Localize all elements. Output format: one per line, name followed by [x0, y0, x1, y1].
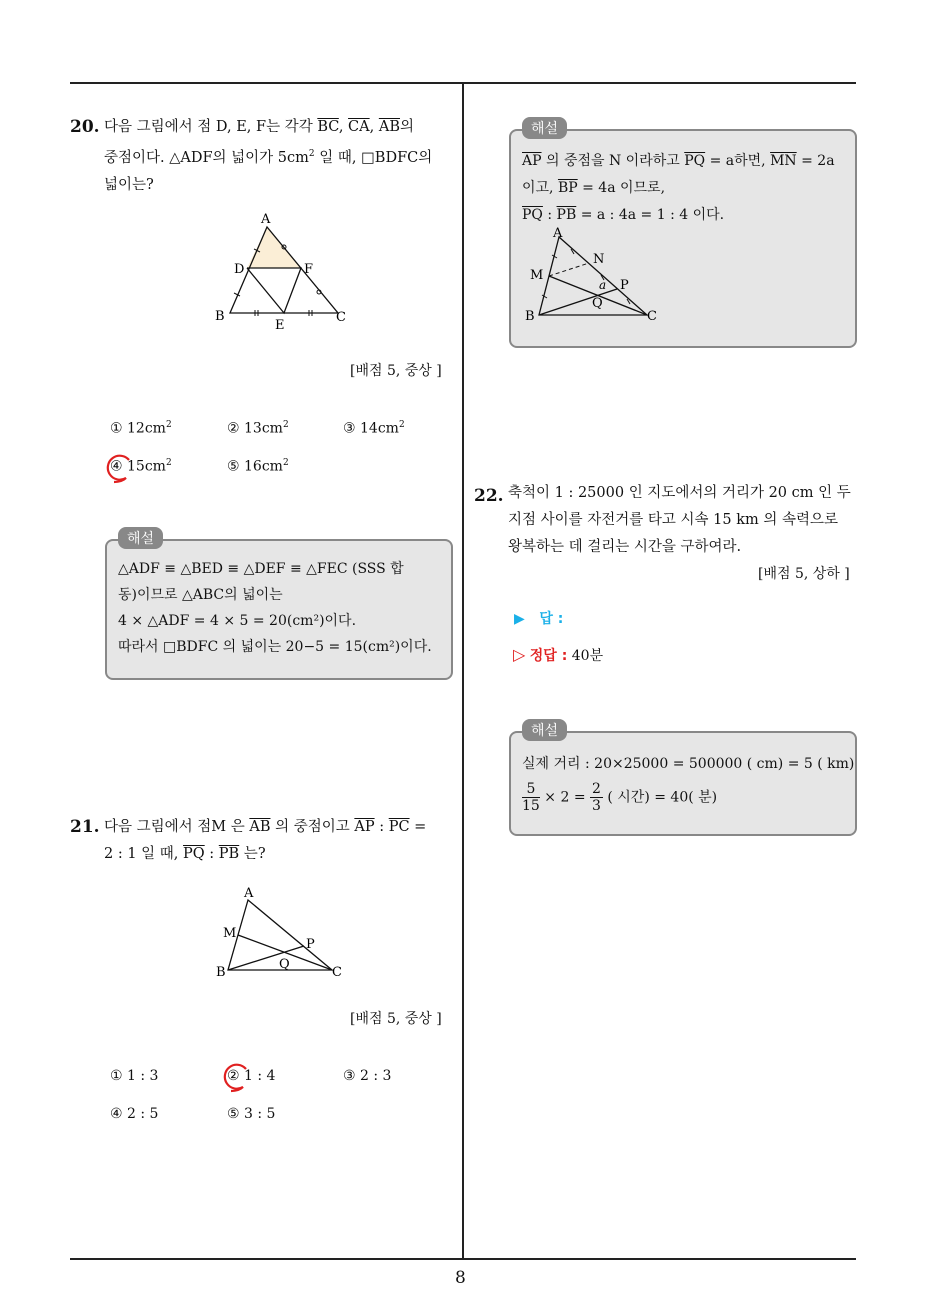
- q20-score: [배점 5, 중상 ]: [350, 363, 442, 379]
- label-c: C: [332, 965, 342, 980]
- bottom-rule: [70, 1258, 856, 1260]
- q21-figure: [212, 883, 352, 983]
- label-n: N: [593, 252, 605, 267]
- answer-mark-circle: [102, 451, 136, 485]
- label-b: B: [215, 309, 225, 324]
- q21-choice-4[interactable]: ④ 2 : 5: [110, 1106, 159, 1122]
- label-p: P: [620, 278, 629, 293]
- column-divider: [462, 82, 464, 1259]
- label-a-small: a: [599, 278, 607, 292]
- play-arrow-icon: ▶: [514, 611, 525, 627]
- q20-choice-4[interactable]: ④ $15cm^2$: [110, 458, 172, 475]
- q22-number: 22.: [474, 486, 504, 506]
- label-a: A: [244, 886, 254, 901]
- q21-solution-box: $\overline{AP}$ 의 중점을 N 이라하고 $\overline{PQ} = a$하면, $\overline{MN} = 2a$ 이고, $\overline{BP} = 4a$ 이므로, $\overline{PQ}$ : $\overline{PB} = a$ : 4a = 1 : 4 이다. A N M a P Q B C: [509, 129, 857, 348]
- q20-choice-1[interactable]: ① $12cm^2$: [110, 420, 172, 437]
- q22-solution-box: 실제 거리 : 20×25000 = 500000 ( cm) = 5 ( km) $\frac{5}{15}$ × 2 = $\frac{2}{3}$ ( 시간) = 40( 분): [509, 731, 857, 836]
- answer-mark-circle: [219, 1060, 253, 1094]
- label-q: Q: [279, 957, 290, 972]
- label-b: B: [216, 965, 226, 980]
- label-e: E: [275, 318, 285, 333]
- label-m: M: [530, 268, 544, 283]
- label-d: D: [234, 262, 245, 277]
- q21-number: 21.: [70, 817, 100, 837]
- q21-choice-1[interactable]: ① 1 : 3: [110, 1068, 159, 1084]
- q20-number: 20.: [70, 117, 100, 137]
- q20-solution-box: △ADF ≡ △BED ≡ △DEF ≡ △FEC (SSS 합 동)이므로 △ABC의 넓이는 4 × △ADF = 4 × 5 = 20(cm²)이다. 따라서 □BDFC 의 넓이는 20−5 = 15(cm²)이다.: [105, 539, 453, 680]
- q21-solution-tag: 해설: [522, 117, 567, 139]
- q22-score: [배점 5, 상하 ]: [758, 566, 850, 582]
- q20-solution-tag: 해설: [118, 527, 163, 549]
- answer-row: ▶ 답 :: [514, 611, 564, 627]
- triangle-outline-icon: ▷: [513, 645, 526, 664]
- q20-choice-2[interactable]: ② $13cm^2$: [227, 420, 289, 437]
- q21-choice-3[interactable]: ③ 2 : 3: [343, 1068, 392, 1084]
- label-m: M: [223, 926, 237, 941]
- label-a: A: [553, 227, 563, 241]
- q21-score: [배점 5, 중상 ]: [350, 1011, 442, 1027]
- q21-choice-5[interactable]: ⑤ 3 : 5: [227, 1106, 276, 1122]
- label-f: F: [304, 262, 314, 277]
- label-c: C: [336, 310, 346, 325]
- label-b: B: [525, 309, 535, 324]
- label-q: Q: [592, 296, 603, 311]
- q21-solution-figure: [519, 227, 659, 327]
- page-number: 8: [455, 1268, 466, 1288]
- correct-answer-row: ▷ 정답 : 40분: [513, 645, 604, 664]
- q20-choice-3[interactable]: ③ $14cm^2$: [343, 420, 405, 437]
- q22-text: 축척이 1 : 25000 인 지도에서의 거리가 20 cm 인 두 지점 사이를 자전거를 타고 시속 15 km 의 속력으로 왕복하는 데 걸리는 시간을 구하여라.: [508, 485, 851, 555]
- q22-solution-tag: 해설: [522, 719, 567, 741]
- label-p: P: [306, 937, 315, 952]
- q20-figure: [205, 205, 355, 335]
- q21-text: 다음 그림에서 점M 은 $\overline{AB}$ 의 중점이고 $\overline{AP}$ : $\overline{PC}$ = 2 : 1 일 때, $\overline{PQ}$ : $\overline{PB}$ 는?: [104, 819, 427, 862]
- triangle-adf-fill: [247, 227, 301, 268]
- label-c: C: [647, 309, 657, 324]
- q20-choice-5[interactable]: ⑤ $16cm^2$: [227, 458, 289, 475]
- q20-text: 다음 그림에서 점 D, E, F는 각각 $\overline{BC}$, $\overline{CA}$, $\overline{AB}$의 중점이다. △ADF의 넓이가 $5cm^2$ 일 때, □BDFC의 넓이는?: [104, 119, 433, 193]
- q21-choice-2[interactable]: ② 1 : 4: [227, 1068, 276, 1084]
- label-a: A: [261, 212, 271, 227]
